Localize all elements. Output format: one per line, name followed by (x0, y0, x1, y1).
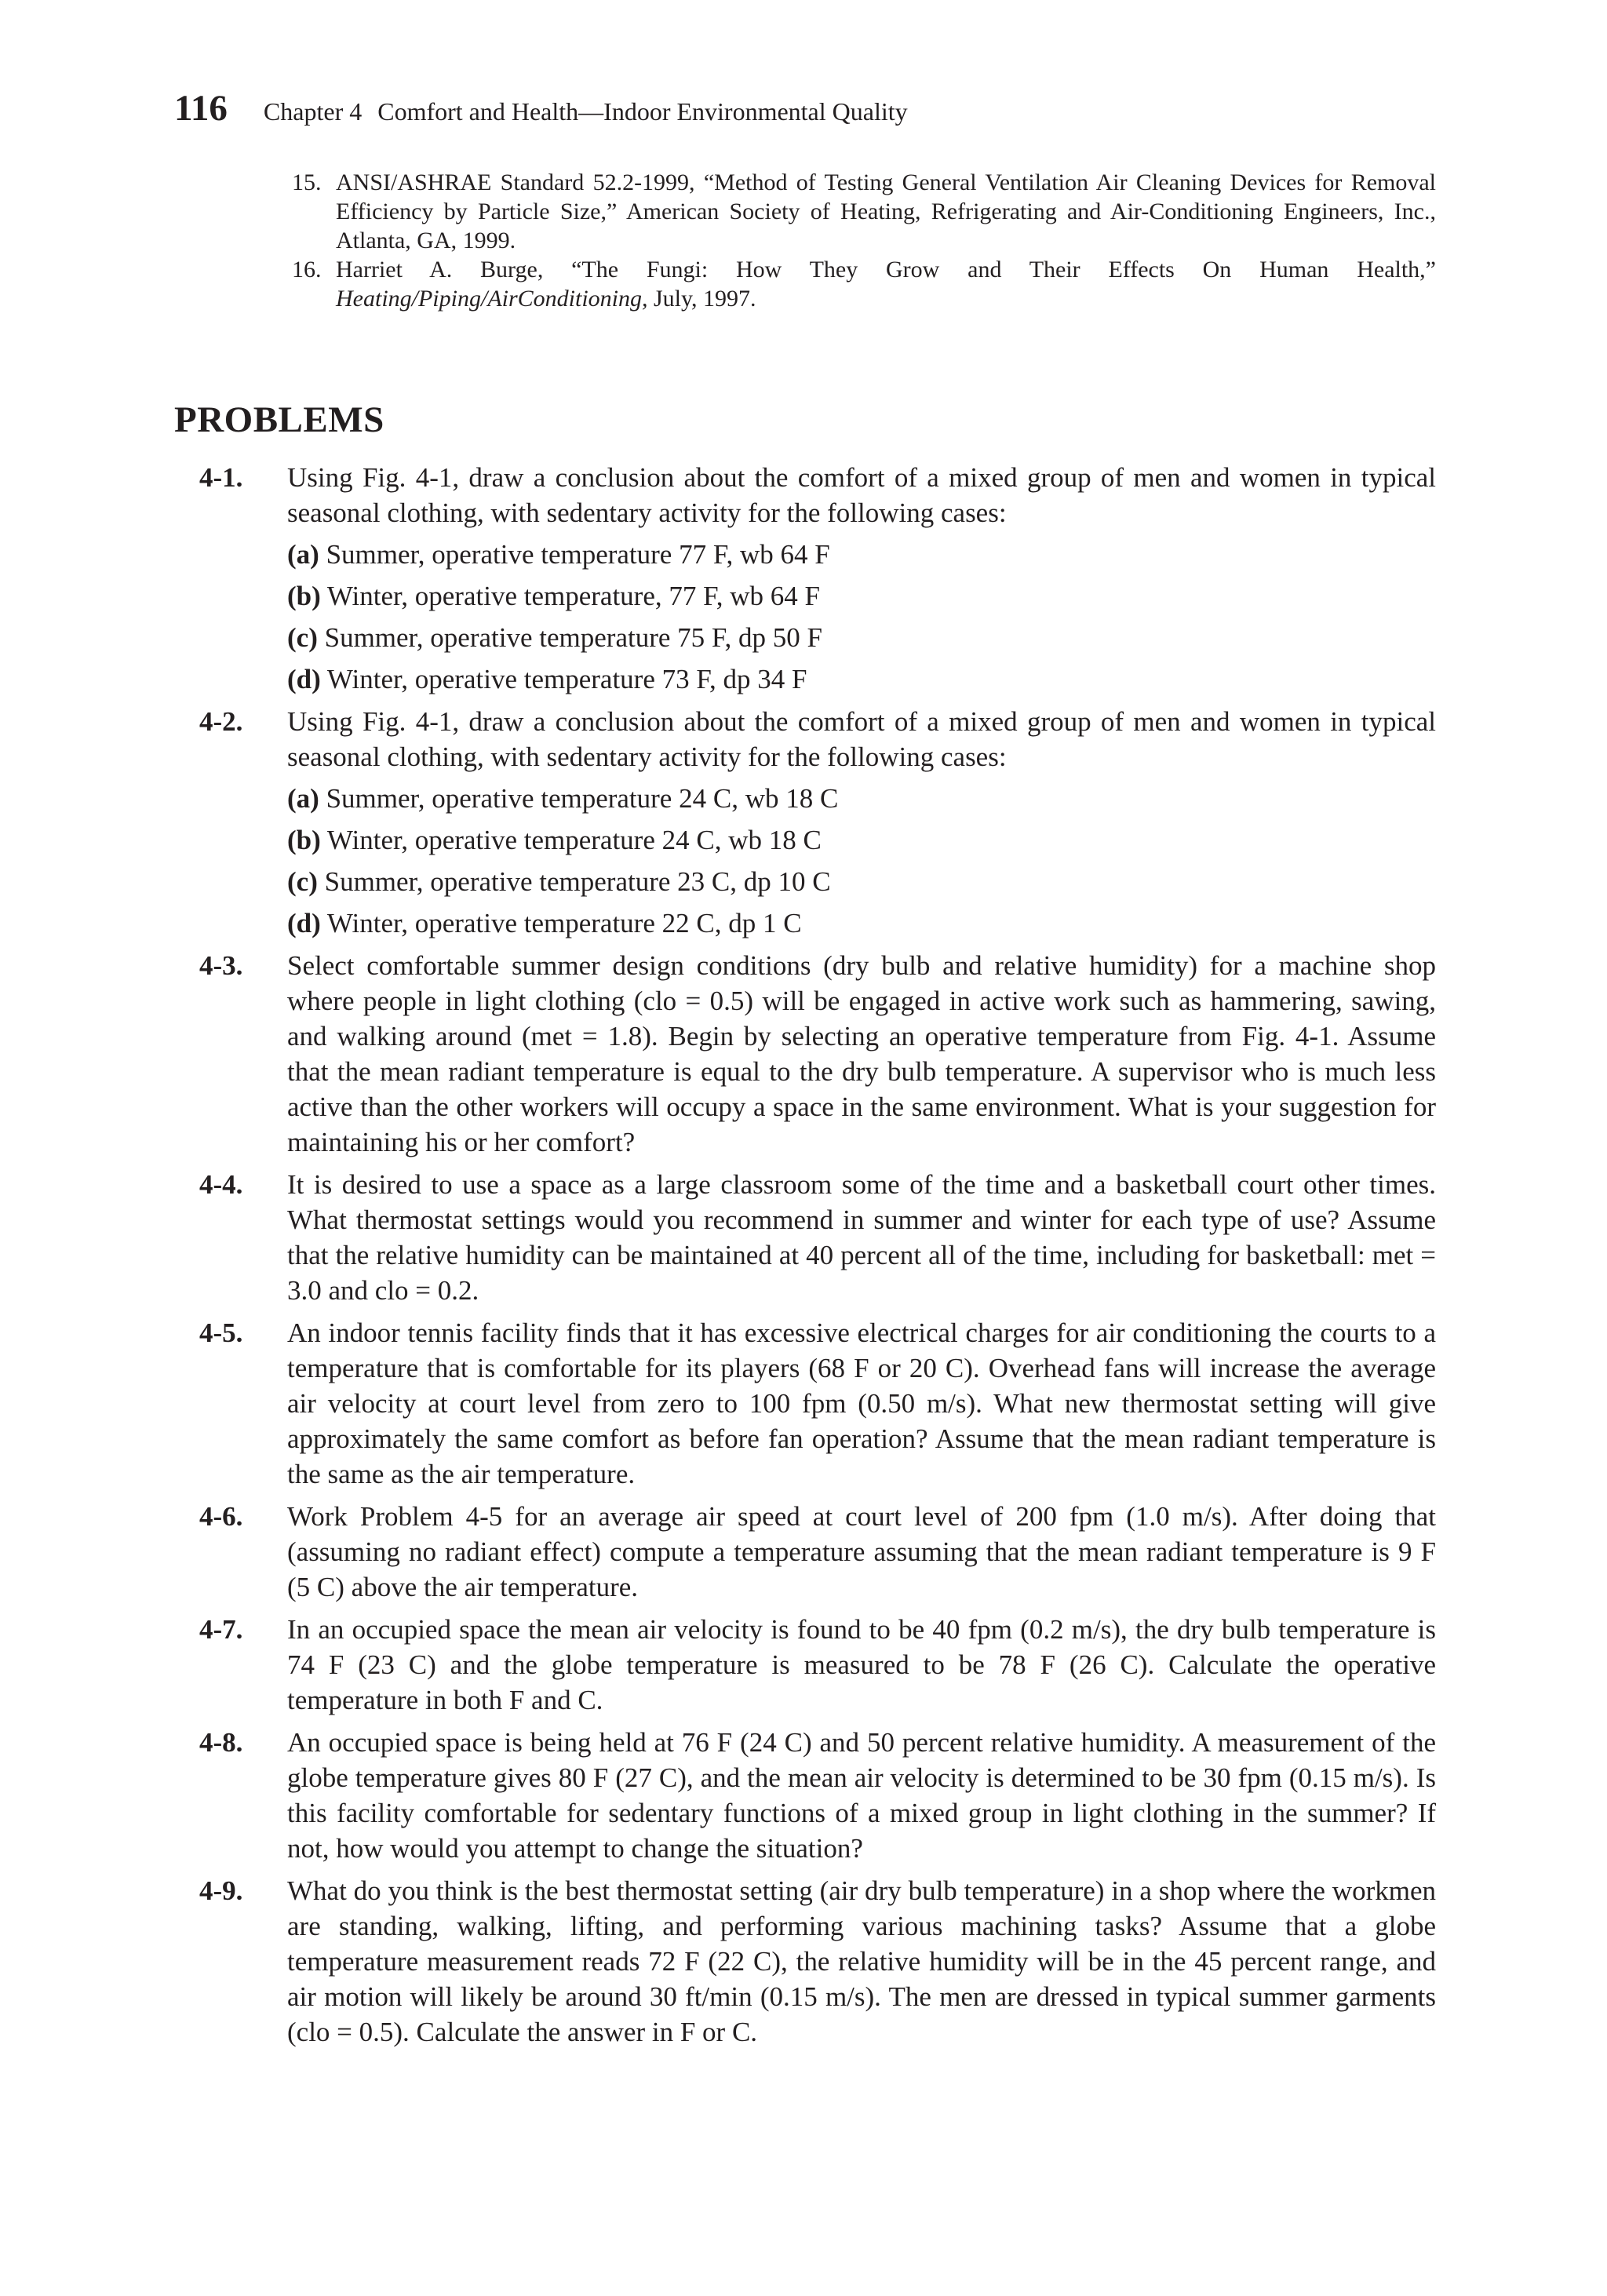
part-label: (b) (287, 581, 321, 611)
part-label: (a) (287, 783, 319, 814)
problem-item (199, 1873, 1436, 2050)
section-title: PROBLEMS (174, 399, 384, 440)
problem-text: What do you think is the best thermostat setting (air dry bulb temperature) in a shop where the workmen are standing, walking, lifting, and performing various machining tasks? Assume that a globe temperature measurement reads 72 F (22 C), the relative humidity will be in the 45 percent range, and air motion will likely be around 30 ft/min (0.15 m/s). The men are dressed in typical summer garments (clo = 0.5). Calculate the answer in F or C. (287, 1875, 1436, 2047)
reference-number: 15. (292, 169, 322, 195)
problem-text: It is desired to use a space as a large classroom some of the time and a basketball court other times. What thermostat settings would you recommend in summer and winter for each type of use? Assume that the relative humidity can be maintained at 40 percent all of the time, including for basketball: met = 3.0 and clo = 0.2. (287, 1169, 1436, 1306)
problem-item (199, 1499, 1436, 1605)
reference-journal-title: Heating/Piping/AirConditioning, (336, 286, 648, 312)
part-text: Summer, operative temperature 75 F, dp 50 F (324, 622, 823, 653)
problem-body (287, 1315, 1436, 1492)
problems-list (199, 460, 1436, 2057)
part-label: (d) (287, 664, 321, 694)
reference-text (336, 255, 1436, 313)
problem-item (199, 1612, 1436, 1718)
problem-number: 4-9. (199, 1875, 243, 1906)
part-text: Summer, operative temperature 24 C, wb 18 C (326, 783, 839, 814)
part-label: (c) (287, 622, 318, 653)
problem-body (287, 1499, 1436, 1605)
problem-item (199, 1167, 1436, 1308)
reference-text-after: July, 1997. (647, 286, 756, 312)
problem-body (287, 1167, 1436, 1308)
problem-item (199, 460, 1436, 697)
problem-text: In an occupied space the mean air velocity is found to be 40 fpm (0.2 m/s), the dry bulb temperature is 74 F (23 C) and the globe temperature is measured to be 78 F (26 C). Calculate the operative temperature in both F and C. (287, 1614, 1436, 1715)
part-label: (c) (287, 866, 318, 897)
problem-part (287, 661, 1436, 697)
problem-body (287, 1873, 1436, 2050)
problem-text: Using Fig. 4-1, draw a conclusion about the comfort of a mixed group of men and women in typical seasonal clothing, with sedentary activity for the following cases: (287, 462, 1436, 528)
problem-number: 4-7. (199, 1614, 243, 1645)
part-text: Winter, operative temperature 24 C, wb 18 C (326, 825, 822, 855)
problem-item (199, 1315, 1436, 1492)
part-text: Summer, operative temperature 77 F, wb 64 F (326, 539, 830, 570)
problem-number: 4-4. (199, 1169, 243, 1200)
part-label: (a) (287, 539, 319, 570)
reference-item (292, 168, 1436, 255)
problem-body (287, 704, 1436, 941)
problem-body (287, 1725, 1436, 1866)
reference-item (292, 255, 1436, 313)
problem-number: 4-2. (199, 706, 243, 737)
problem-part (287, 620, 1436, 655)
part-label: (d) (287, 908, 321, 938)
part-text: Winter, operative temperature 73 F, dp 34 F (326, 664, 807, 694)
problem-text: Using Fig. 4-1, draw a conclusion about the comfort of a mixed group of men and women in typical seasonal clothing, with sedentary activity for the following cases: (287, 706, 1436, 772)
problem-part (287, 864, 1436, 899)
reference-text: ANSI/ASHRAE Standard 52.2-1999, “Method of Testing General Ventilation Air Cleaning Devices for Removal Efficiency by Particle Size,” American Society of Heating, Refrigerating and Air-Conditioning Engineers, Inc., Atlanta, GA, 1999. (336, 169, 1436, 253)
part-text: Summer, operative temperature 23 C, dp 10 C (324, 866, 831, 897)
problem-body (287, 460, 1436, 697)
problem-body (287, 1612, 1436, 1718)
reference-text-before: Harriet A. Burge, “The Fungi: How They Grow and Their Effects On Human Health,” (336, 257, 1436, 282)
problem-item (199, 1725, 1436, 1866)
problem-number: 4-3. (199, 950, 243, 981)
part-text: Winter, operative temperature 22 C, dp 1 C (326, 908, 802, 938)
problem-item (199, 948, 1436, 1160)
problem-number: 4-6. (199, 1501, 243, 1532)
part-label: (b) (287, 825, 321, 855)
problem-number: 4-1. (199, 462, 243, 493)
problem-body (287, 948, 1436, 1160)
chapter-label: Chapter 4 (263, 97, 363, 126)
references-list (292, 168, 1436, 313)
reference-number: 16. (292, 257, 322, 282)
running-head (174, 87, 908, 129)
page-number: 116 (174, 88, 228, 129)
problem-text: An occupied space is being held at 76 F (24 C) and 50 percent relative humidity. A measurement of the globe temperature gives 80 F (27 C), and the mean air velocity is determined to be 30 fpm (0.15 m/s). Is this facility comfortable for sedentary functions of a mixed group in light clothing in the summer? If not, how would you attempt to change the situation? (287, 1727, 1436, 1864)
problem-part (287, 906, 1436, 941)
chapter-title: Comfort and Health—Indoor Environmental Quality (377, 97, 908, 126)
problem-text: Select comfortable summer design conditions (dry bulb and relative humidity) for a machine shop where people in light clothing (clo = 0.5) will be engaged in active work such as hammering, sawing, and walking around (met = 1.8). Begin by selecting an operative temperature from Fig. 4-1. Assume that the mean radiant temperature is equal to the dry bulb temperature. A supervisor who is much less active than the other workers will occupy a space in the same environment. What is your suggestion for maintaining his or her comfort? (287, 950, 1436, 1157)
problem-part (287, 578, 1436, 614)
problem-text: An indoor tennis facility finds that it has excessive electrical charges for air conditioning the courts to a temperature that is comfortable for its players (68 F or 20 C). Overhead fans will increase the average air velocity at court level from zero to 100 fpm (0.50 m/s). What new thermostat setting will give approximately the same comfort as before fan operation? Assume that the mean radiant temperature is the same as the air temperature. (287, 1317, 1436, 1489)
problem-number: 4-5. (199, 1317, 243, 1348)
problem-item (199, 704, 1436, 941)
problem-text: Work Problem 4-5 for an average air speed at court level of 200 fpm (1.0 m/s). After doing that (assuming no radiant effect) compute a temperature assuming that the mean radiant temperature is 9 F (5 C) above the air temperature. (287, 1501, 1436, 1602)
problem-part (287, 822, 1436, 858)
problem-number: 4-8. (199, 1727, 243, 1758)
problem-part (287, 537, 1436, 572)
part-text: Winter, operative temperature, 77 F, wb 64 F (326, 581, 821, 611)
problem-part (287, 781, 1436, 816)
